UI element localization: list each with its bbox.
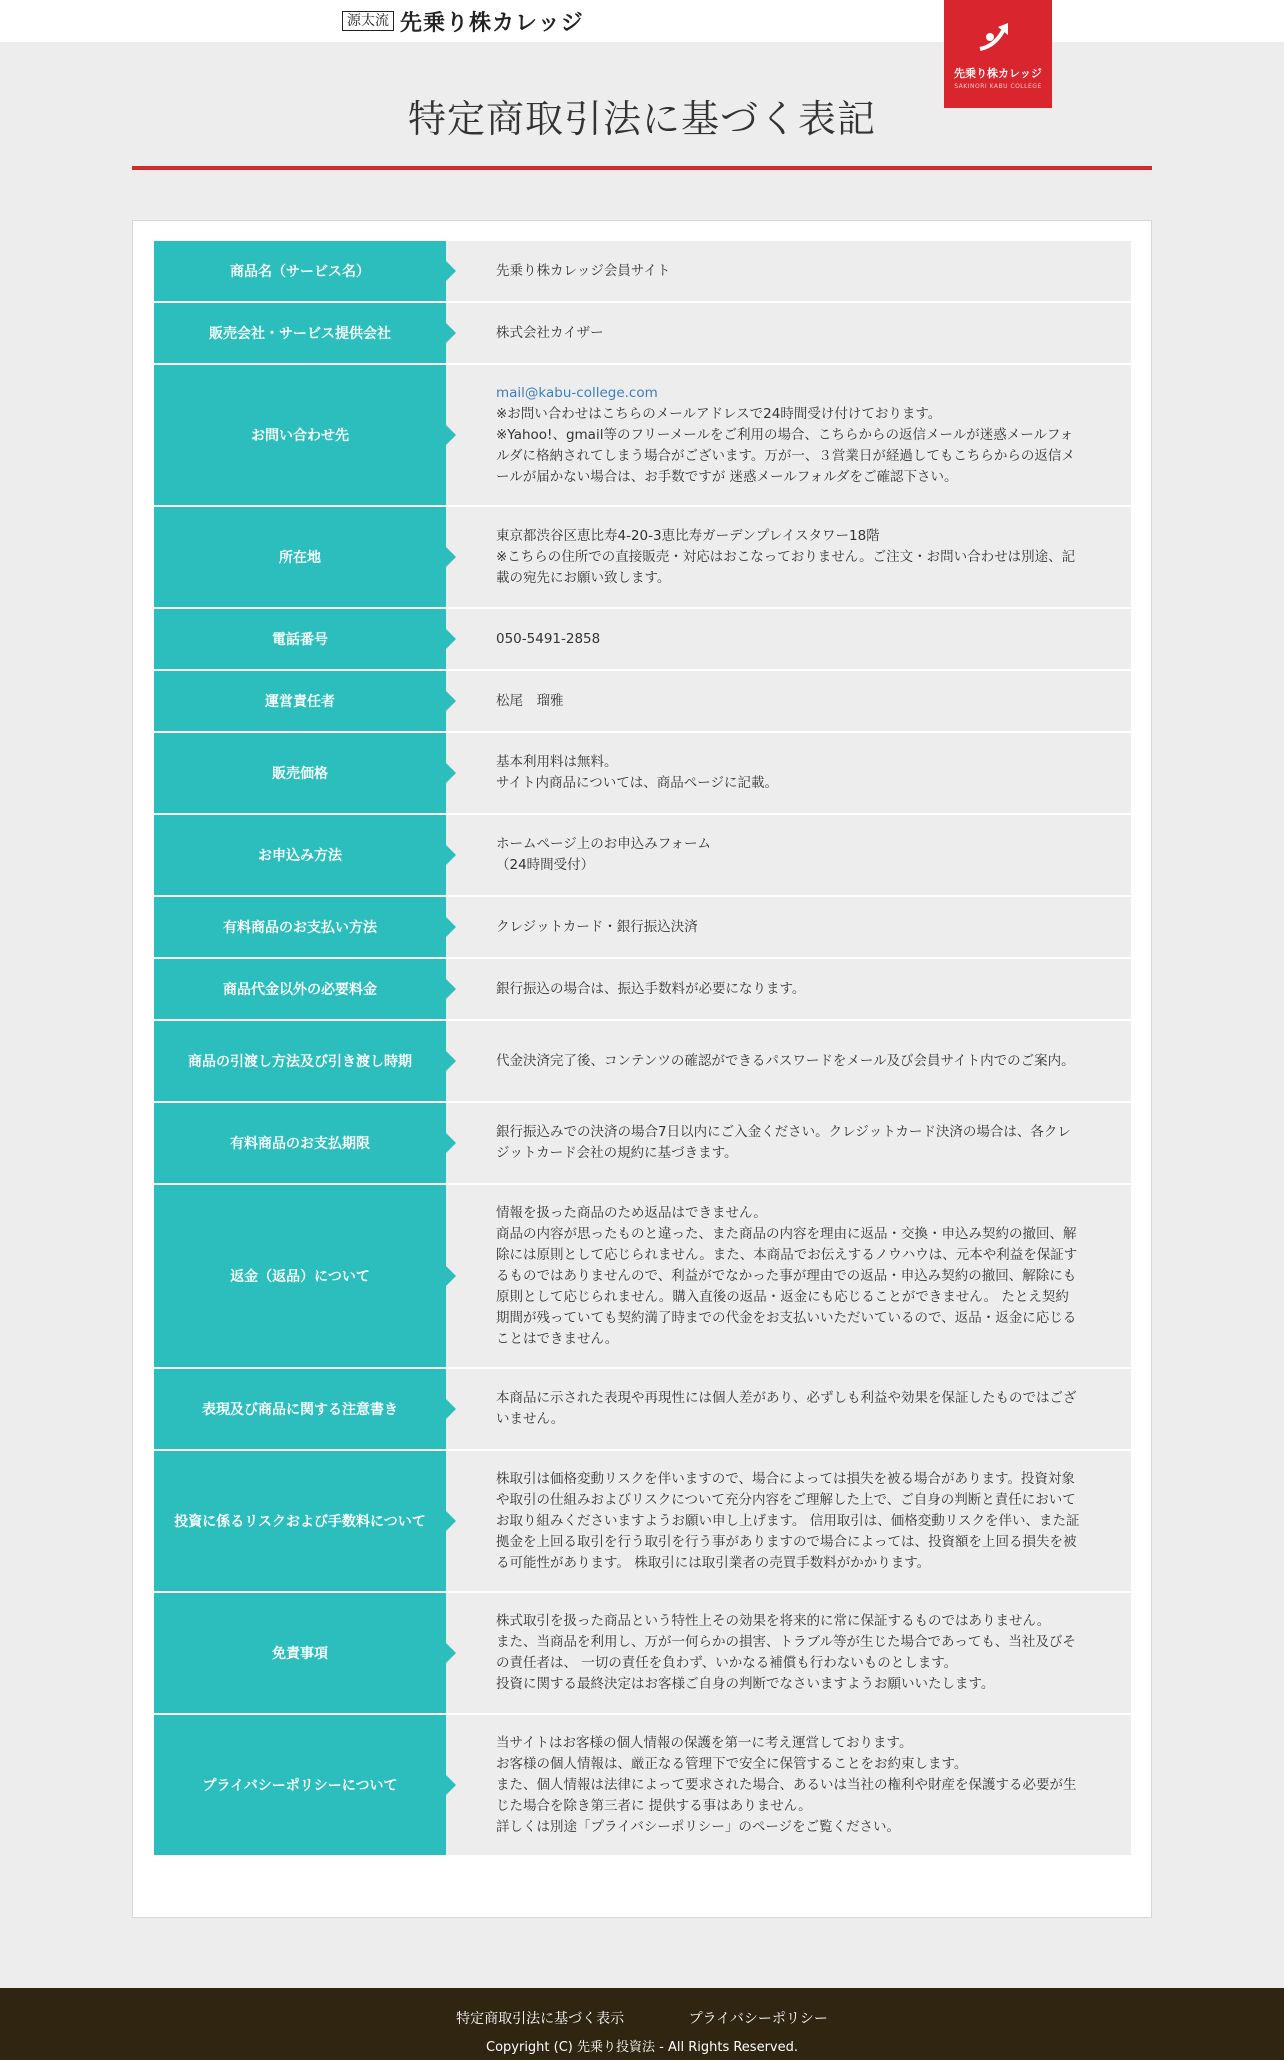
row-value <box>446 815 1131 895</box>
row-value <box>446 1021 1131 1101</box>
row-label: 商品名（サービス名） <box>154 241 446 301</box>
row-value <box>446 365 1131 505</box>
row-value-line: 株式会社カイザー <box>496 324 604 341</box>
row-value <box>446 241 1131 301</box>
row-value <box>446 733 1131 813</box>
table-row <box>154 1369 1131 1451</box>
row-value-line: 商品の内容が思ったものと違った、また商品の内容を理由に返品・交換・申込み契約の撤回、解除には原則として応じられません。また、本商品でお伝えするノウハウは、元本や利益を保証するものではありませんので、利益がでなかった事が理由での返品・申込み契約の撤回、解除にも原則として応じられません。購入直後の返品・返金にも応じることができません。 たとえ契約期間が残っていても契約満了時までの代金をお支払いいただいているので、返品・返金に応じることはできません。 <box>496 1225 1078 1347</box>
table-row <box>154 1715 1131 1857</box>
row-label: 有料商品のお支払期限 <box>154 1103 446 1183</box>
row-value-line: また、当商品を利用し、万が一何らかの損害、トラブル等が生じた場合であっても、当社及びその責任者は、 一切の責任を負わず、いかなる補償も行わないものとします。 <box>496 1634 1076 1671</box>
row-value-line: ※Yahoo!、gmail等のフリーメールをご利用の場合、こちらからの返信メールが迷惑メールフォルダに格納されてしまう場合がございます。万が一、３営業日が経過してもこちらからの返信メールが届かない場合は、お手数ですが 迷惑メールフォルダをご確認下さい。 <box>496 426 1075 485</box>
footer <box>0 1988 1284 2060</box>
table-row <box>154 1185 1131 1369</box>
table-row <box>154 241 1131 303</box>
row-value <box>446 1103 1131 1183</box>
row-value-line: 本商品に示された表現や再現性には個人差があり、必ずしも利益や効果を保証したものではございません。 <box>496 1390 1077 1427</box>
footer-links <box>0 2008 1284 2028</box>
row-label: 表現及び商品に関する注意書き <box>154 1369 446 1449</box>
badge-subtitle: SAKINORI KABU COLLEGE <box>954 82 1042 90</box>
row-value <box>446 897 1131 957</box>
row-label: 免責事項 <box>154 1593 446 1713</box>
row-value <box>446 671 1131 731</box>
row-value-line: ※こちらの住所での直接販売・対応はおこなっておりません。ご注文・お問い合わせは別途、記載の宛先にお願い致します。 <box>496 548 1076 586</box>
row-label: 返金（返品）について <box>154 1185 446 1367</box>
row-value-line: 投資に関する最終決定はお客様ご自身の判断でなさいますようお願いいたします。 <box>496 1676 995 1692</box>
row-value-line: 東京都渋谷区恵比寿4-20-3恵比寿ガーデンプレイスタワー18階 <box>496 527 880 544</box>
row-value-line: 詳しくは別途「プライバシーポリシー」のページをご覧ください。 <box>496 1818 901 1835</box>
table-row <box>154 1451 1131 1593</box>
footer-link-privacy[interactable]: プライバシーポリシー <box>688 2011 828 2027</box>
table-row <box>154 609 1131 671</box>
row-value-line: 銀行振込みでの決済の場合7日以内にご入金ください。クレジットカード決済の場合は、各クレジットカード会社の規約に基づきます。 <box>496 1124 1071 1161</box>
row-value-line: クレジットカード・銀行振込決済 <box>496 918 698 935</box>
table-row <box>154 733 1131 815</box>
row-label: 販売価格 <box>154 733 446 813</box>
site-logo[interactable] <box>342 8 584 34</box>
row-label: プライバシーポリシーについて <box>154 1715 446 1855</box>
row-value-line: また、個人情報は法律によって要求された場合、あるいは当社の権利や財産を保護する必要が生じた場合を除き第三者に 提供する事はありません。 <box>496 1776 1077 1814</box>
row-value-line: 当サイトはお客様の個人情報の保護を第一に考え運営しております。 <box>496 1734 913 1751</box>
row-label: 販売会社・サービス提供会社 <box>154 303 446 363</box>
table-row <box>154 365 1131 507</box>
table-row <box>154 959 1131 1021</box>
row-label: 所在地 <box>154 507 446 607</box>
rising-arrow-icon <box>976 19 1020 59</box>
email-link[interactable]: mail@kabu-college.com <box>496 384 658 401</box>
table-row <box>154 507 1131 609</box>
row-label: 商品代金以外の必要料金 <box>154 959 446 1019</box>
badge-name: 先乗り株カレッジ <box>954 66 1042 80</box>
table-row <box>154 1593 1131 1715</box>
table-row <box>154 1103 1131 1185</box>
row-value-line: （24時間受付） <box>496 857 595 873</box>
row-value-line: 銀行振込の場合は、振込手数料が必要になります。 <box>496 980 806 997</box>
law-table <box>154 241 1131 1857</box>
row-value-line: 株式取引を扱った商品という特性上その効果を将来的に常に保証するものではありません。 <box>496 1613 1051 1629</box>
logo-name: 先乗り株カレッジ <box>400 10 584 36</box>
row-value-line: ※お問い合わせはこちらのメールアドレスで24時間受け付けております。 <box>496 405 942 422</box>
row-label: 投資に係るリスクおよび手数料について <box>154 1451 446 1591</box>
row-label: お申込み方法 <box>154 815 446 895</box>
row-value-line: 株取引は価格変動リスクを伴いますので、場合によっては損失を被る場合があります。投資対象や取引の仕組みおよびリスクについて充分内容をご理解した上で、ご自身の判断と責任においてお取り組みくださいますようお願い申し上げます。 信用取引は、価格変動リスクを伴い、また証拠金を上回る取引を行う取引を行う事がありますので場合によっては、投資額を上回る損失を被る可能性があります。 株取引には取引業者の売買手数料がかかります。 <box>496 1470 1080 1571</box>
logo-box-text: 源太流 <box>342 11 394 31</box>
row-label: お問い合わせ先 <box>154 365 446 505</box>
row-label: 有料商品のお支払い方法 <box>154 897 446 957</box>
copyright: Copyright (C) 先乗り投資法 - All Rights Reserved. <box>486 2040 798 2055</box>
row-value <box>446 1593 1131 1713</box>
row-label: 電話番号 <box>154 609 446 669</box>
row-value-line: サイト内商品については、商品ページに記載。 <box>496 775 779 791</box>
row-value <box>446 507 1131 607</box>
table-row <box>154 815 1131 897</box>
row-value-line: 050-5491-2858 <box>496 630 601 647</box>
footer-link-tokushoho[interactable]: 特定商取引法に基づく表示 <box>456 2011 625 2027</box>
table-row <box>154 671 1131 733</box>
row-value <box>446 303 1131 363</box>
row-value <box>446 959 1131 1019</box>
row-label: 運営責任者 <box>154 671 446 731</box>
row-value-line: お客様の個人情報は、厳正なる管理下で安全に保管することをお約束します。 <box>496 1755 968 1772</box>
row-label: 商品の引渡し方法及び引き渡し時期 <box>154 1021 446 1101</box>
content-panel <box>132 220 1152 1918</box>
row-value <box>446 1369 1131 1449</box>
top-bar <box>0 0 1284 42</box>
table-row <box>154 897 1131 959</box>
row-value-line: 先乗り株カレッジ会員サイト <box>496 262 671 279</box>
row-value-line: 情報を扱った商品のため返品はできません。 <box>496 1204 767 1221</box>
row-value <box>446 1715 1131 1855</box>
row-value-line: ホームページ上のお申込みフォーム <box>496 836 712 852</box>
row-value <box>446 609 1131 669</box>
page-title: 特定商取引法に基づく表記 <box>407 97 876 141</box>
row-value-line: 代金決済完了後、コンテンツの確認ができるパスワードをメール及び会員サイト内でのご案内。 <box>496 1052 1075 1069</box>
table-row <box>154 1021 1131 1103</box>
table-row <box>154 303 1131 365</box>
row-value <box>446 1185 1131 1367</box>
row-value-line: 基本利用料は無料。 <box>496 754 618 770</box>
title-divider <box>132 166 1152 170</box>
row-value <box>446 1451 1131 1591</box>
row-value-line: 松尾 瑠雅 <box>496 692 564 709</box>
